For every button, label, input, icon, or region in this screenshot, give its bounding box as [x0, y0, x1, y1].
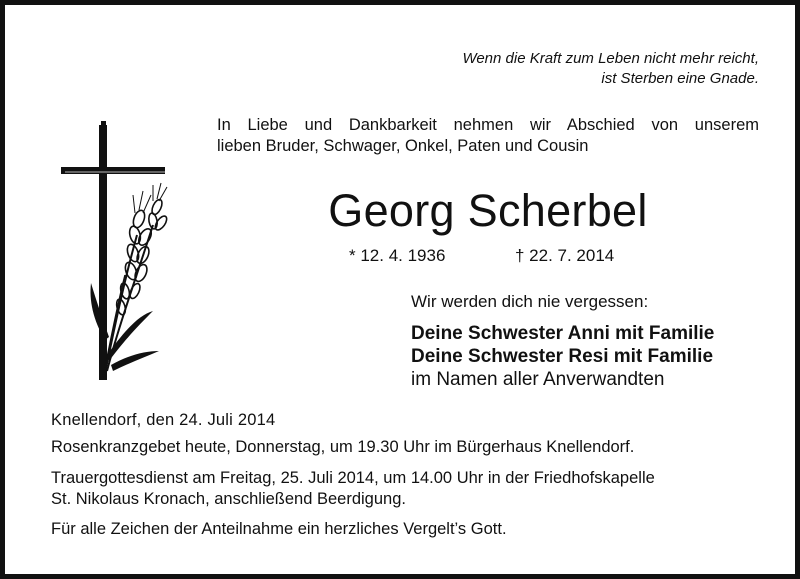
funeral-mass-line-1: Trauergottesdienst am Freitag, 25. Juli 2014, um 14.00 Uhr in der Friedhofskapelle — [51, 469, 655, 487]
mourner-family-2: Deine Schwester Resi mit Familie — [411, 346, 714, 367]
quote-line-2: ist Sterben eine Gnade. — [601, 70, 759, 87]
cross-with-wheat-icon — [55, 115, 185, 390]
mourners-intro: Wir werden dich nie vergessen: — [411, 292, 649, 311]
mourners-relatives: im Namen aller Anverwandten — [411, 369, 665, 390]
funeral-mass-line-2: St. Nikolaus Kronach, anschließend Beerdigung. — [51, 490, 406, 508]
rosary-notice: Rosenkranzgebet heute, Donnerstag, um 19.30 Uhr im Bürgerhaus Knellendorf. — [51, 438, 635, 456]
death-date: † 22. 7. 2014 — [515, 246, 615, 265]
intro-line-1: In Liebe und Dankbarkeit nehmen wir Abschied von unserem — [217, 116, 759, 134]
quote — [335, 49, 759, 89]
place-date: Knellendorf, den 24. Juli 2014 — [51, 411, 276, 429]
intro-line-2: lieben Bruder, Schwager, Onkel, Paten und Cousin — [217, 137, 589, 155]
mourner-family-1: Deine Schwester Anni mit Familie — [411, 323, 715, 344]
deceased-name: Georg Scherbel — [328, 185, 648, 236]
thanks-note: Für alle Zeichen der Anteilnahme ein herzliches Vergelt’s Gott. — [51, 520, 507, 538]
quote-line-1: Wenn die Kraft zum Leben nicht mehr reicht, — [462, 50, 759, 67]
intro-text — [217, 115, 759, 157]
birth-date: * 12. 4. 1936 — [349, 246, 446, 265]
